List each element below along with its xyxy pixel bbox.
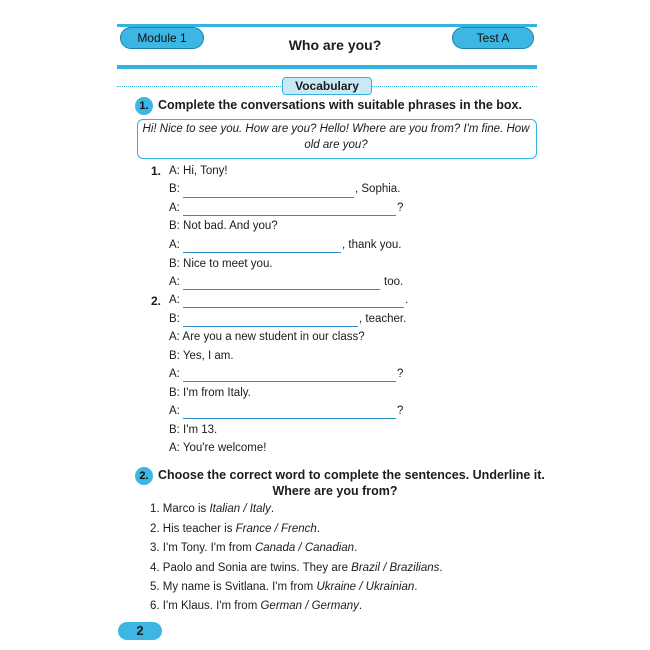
sentence-text: His teacher is — [162, 523, 236, 535]
answer-blank[interactable] — [183, 289, 380, 290]
module-badge: Module 1 — [120, 27, 204, 49]
line-suffix: , teacher. — [359, 313, 407, 325]
page-number: 2 — [118, 622, 162, 640]
sentence-end: . — [414, 581, 418, 593]
sentence-text: Marco is — [162, 503, 210, 515]
line-suffix: , thank you. — [342, 239, 402, 251]
line-suffix: , Sophia. — [355, 183, 401, 195]
line-suffix: ? — [397, 368, 404, 380]
word-choice[interactable]: France / French — [235, 523, 317, 535]
sentence-item — [150, 581, 417, 593]
dialogue-line: B: Yes, I am. — [169, 350, 234, 362]
exercise2-instruction: Choose the correct word to complete the sentences. Underline it. — [158, 468, 545, 482]
line-suffix: . — [405, 294, 409, 306]
line-suffix: too. — [384, 276, 404, 288]
speaker-label: A: — [169, 294, 180, 306]
sentence-end: . — [358, 600, 363, 612]
answer-blank[interactable] — [183, 307, 404, 308]
vocabulary-label: Vocabulary — [282, 77, 372, 95]
exercise2-subtitle: Where are you from? — [272, 484, 398, 498]
line-suffix: ? — [397, 405, 404, 417]
speaker-label: A: — [169, 239, 180, 251]
word-choice[interactable]: Canada / Canadian — [254, 542, 355, 554]
line-suffix: ? — [397, 202, 404, 214]
speaker-label: B: — [169, 313, 180, 325]
sentence-text: Paolo and Sonia are twins. They are — [162, 562, 352, 574]
sentence-end: . — [354, 542, 358, 554]
dialogue-line: A: Hi, Tony! — [169, 165, 228, 177]
dialogue-line: B: Nice to meet you. — [169, 258, 273, 270]
speaker-label: B: — [169, 183, 180, 195]
sentence-end: . — [439, 562, 443, 574]
sentence-text: I'm Klaus. I'm from — [162, 600, 261, 612]
sentence-number: 1. — [150, 503, 160, 515]
speaker-label: A: — [169, 405, 180, 417]
dialogue-line: A: You're welcome! — [169, 442, 267, 454]
answer-blank[interactable] — [183, 252, 341, 253]
sentence-item — [150, 600, 362, 612]
word-choice[interactable]: German / Germany — [260, 600, 359, 612]
sentence-number: 4. — [150, 562, 160, 574]
exercise2-number: 2. — [135, 467, 153, 485]
header-divider — [117, 65, 537, 69]
sentence-end: . — [270, 503, 275, 515]
test-badge: Test A — [452, 27, 534, 49]
sentence-text: My name is Svitlana. I'm from — [162, 581, 317, 593]
answer-blank[interactable] — [183, 418, 396, 419]
sentence-number: 2. — [150, 523, 160, 535]
page-title: Who are you? — [288, 37, 382, 53]
dialogue2-number: 2. — [151, 294, 162, 308]
phrase-box-text: Hi! Nice to see you. How are you? Hello! Where are you from? I'm fine. How old are you? — [142, 123, 530, 151]
sentence-text: I'm Tony. I'm from — [162, 542, 255, 554]
dialogue-line: B: Not bad. And you? — [169, 220, 278, 232]
exercise1-number: 1. — [135, 97, 153, 115]
answer-blank[interactable] — [183, 381, 396, 382]
sentence-item — [150, 542, 357, 554]
word-choice[interactable]: Italian / Italy — [209, 503, 271, 515]
dialogue-line: A: Are you a new student in our class? — [169, 331, 365, 343]
answer-blank[interactable] — [183, 326, 358, 327]
sentence-number: 5. — [150, 581, 160, 593]
sentence-end: . — [316, 523, 321, 535]
dialogue-line: B: I'm from Italy. — [169, 387, 251, 399]
speaker-label: A: — [169, 276, 180, 288]
speaker-label: A: — [169, 368, 180, 380]
speaker-label: A: — [169, 202, 180, 214]
sentence-number: 6. — [150, 600, 160, 612]
word-choice[interactable]: Ukraine / Ukrainian — [316, 581, 415, 593]
sentence-item — [150, 523, 320, 535]
word-choice[interactable]: Brazil / Brazilians — [351, 562, 440, 574]
sentence-item — [150, 503, 274, 515]
dialogue-line: B: I'm 13. — [169, 424, 218, 436]
sentence-number: 3. — [150, 542, 160, 554]
answer-blank[interactable] — [183, 215, 396, 216]
sentence-item — [150, 562, 443, 574]
exercise1-instruction: Complete the conversations with suitable phrases in the box. — [158, 98, 522, 112]
answer-blank[interactable] — [183, 197, 354, 198]
dialogue1-number: 1. — [151, 164, 162, 178]
